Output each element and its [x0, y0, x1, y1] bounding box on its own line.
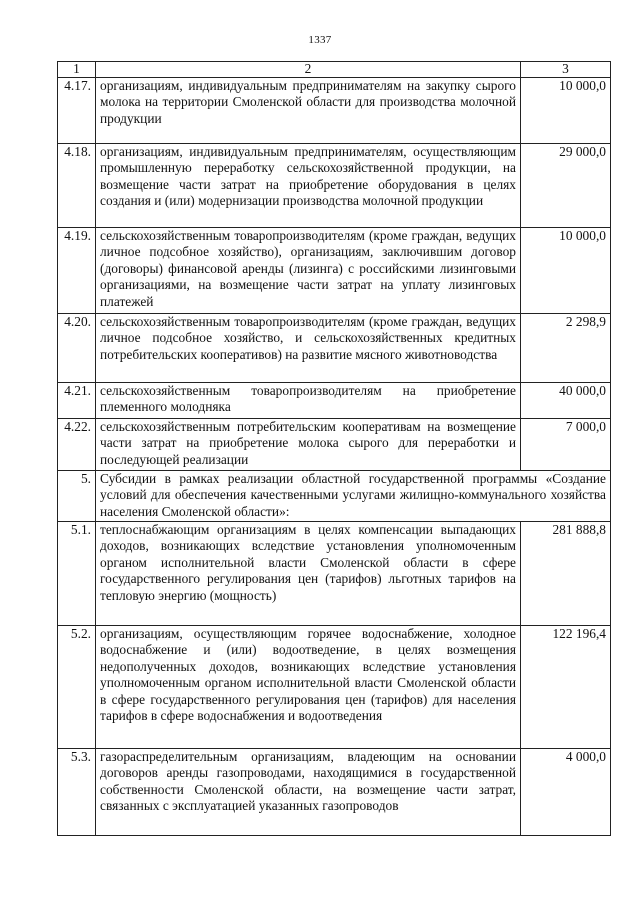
column-header-number: 1 — [58, 62, 96, 78]
row-amount: 10 000,0 — [521, 78, 611, 144]
table-row — [58, 78, 611, 144]
row-amount: 29 000,0 — [521, 144, 611, 228]
row-amount: 122 196,4 — [521, 626, 611, 749]
row-number: 4.18. — [58, 144, 96, 228]
table-row — [58, 314, 611, 383]
row-number: 5.1. — [58, 522, 96, 626]
row-amount: 281 888,8 — [521, 522, 611, 626]
table-row — [58, 228, 611, 314]
row-amount: 4 000,0 — [521, 749, 611, 836]
row-number: 4.22. — [58, 419, 96, 471]
row-number: 4.21. — [58, 383, 96, 419]
subsidy-table — [57, 61, 611, 836]
row-amount: 10 000,0 — [521, 228, 611, 314]
column-header-description: 2 — [96, 62, 521, 78]
row-number: 5.2. — [58, 626, 96, 749]
table-row — [58, 749, 611, 836]
section-number: 5. — [58, 471, 96, 522]
column-header-amount: 3 — [521, 62, 611, 78]
row-description: сельскохозяйственным товаропроизводителям (кроме граждан, ведущих личное подсобное хозяйство, и сельскохозяйственных кредитных потребительских кооперативов) на развитие мясного животноводства — [96, 314, 521, 383]
table-row — [58, 522, 611, 626]
row-number: 5.3. — [58, 749, 96, 836]
row-amount: 40 000,0 — [521, 383, 611, 419]
table-row — [58, 383, 611, 419]
row-number: 4.20. — [58, 314, 96, 383]
row-amount: 2 298,9 — [521, 314, 611, 383]
table-header-row — [58, 62, 611, 78]
row-description: организациям, осуществляющим горячее водоснабжение, холодное водоснабжение и (или) водоотведение, в целях возмещения недополученных доходов, возникающих вследствие установления уполномоченным органом исполнительной власти Смоленской области в сфере государственного регулирования цен (тарифов) для населения тарифов в сфере водоснабжения и водоотведения — [96, 626, 521, 749]
table-row-section — [58, 471, 611, 522]
row-number: 4.19. — [58, 228, 96, 314]
row-description: организациям, индивидуальным предпринимателям на закупку сырого молока на территории Смоленской области для производства молочной продукции — [96, 78, 521, 144]
row-description: газораспределительным организациям, владеющим на основании договоров аренды газопроводами, находящимися в государственной собственности Смоленской области, на возмещение части затрат, связанных с эксплуатацией указанных газопроводов — [96, 749, 521, 836]
row-description: теплоснабжающим организациям в целях компенсации выпадающих доходов, возникающих вследствие установления уполномоченным органом исполнительной власти Смоленской области в сфере государственного регулирования цен (тарифов) льготных тарифов на тепловую энергию (мощность) — [96, 522, 521, 626]
section-title — [96, 471, 611, 522]
page-number: 1337 — [308, 34, 332, 46]
row-description: сельскохозяйственным товаропроизводителям (кроме граждан, ведущих личное подсобное хозяйство), организациям, заключившим договор (договоры) финансовой аренды (лизинга) с российскими лизинговыми организациями, на возмещение части затрат на уплату лизинговых платежей — [96, 228, 521, 314]
row-number: 4.17. — [58, 78, 96, 144]
table-row — [58, 419, 611, 471]
row-description: сельскохозяйственным товаропроизводителям на приобретение племенного молодняка — [96, 383, 521, 419]
row-amount: 7 000,0 — [521, 419, 611, 471]
row-description: организациям, индивидуальным предпринимателям, осуществляющим промышленную переработку сельскохозяйственной продукции, на возмещение части затрат на приобретение оборудования в целях создания и (или) модернизации производства молочной продукции — [96, 144, 521, 228]
table-row — [58, 626, 611, 749]
section-title-text: Субсидии в рамках реализации областной государственной программы «Создание условий для обеспечения качественными услугами жилищно-коммунального хозяйства населения Смоленской области»: — [100, 471, 606, 519]
row-description: сельскохозяйственным потребительским кооперативам на возмещение части затрат на приобретение молока сырого для переработки и последующей реализации — [96, 419, 521, 471]
table-row — [58, 144, 611, 228]
